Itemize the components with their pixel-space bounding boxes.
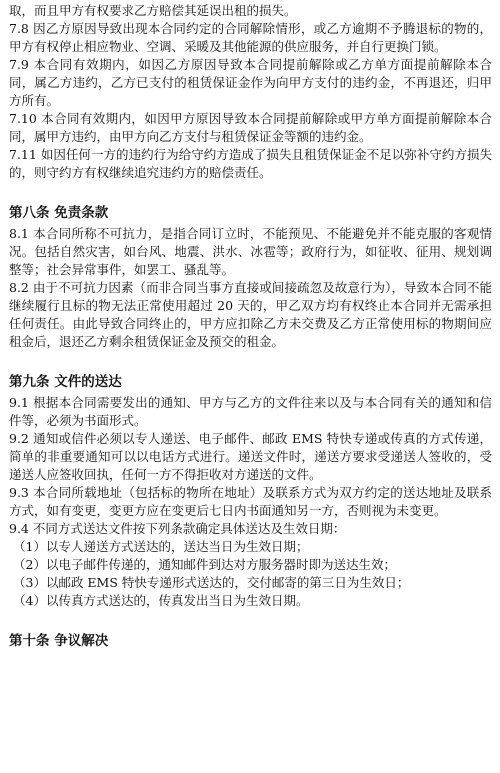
section-7-continued bbox=[9, 2, 492, 182]
section-heading-8: 第八条 免责条款 bbox=[9, 205, 109, 221]
section-8 bbox=[9, 204, 492, 351]
clause-9-1: 9.1 根据本合同需要发出的通知、甲方与乙方的文件往来以及与本合同有关的通知和信件等，必须为书面形式。 bbox=[9, 395, 492, 428]
clause-7-8: 7.8 因乙方原因导致出现本合同约定的合同解除情形，或乙方逾期不予腾退标的物的，甲方有权停止相应物业、空调、采暖及其他能源的供应服务，并自行更换门锁。 bbox=[9, 21, 492, 54]
clause-7-9: 7.9 本合同有效期内，如因乙方原因导致本合同提前解除或乙方单方面提前解除本合同，属乙方违约，乙方已支付的租赁保证金作为向甲方支付的违约金，不再退还，归甲方所有。 bbox=[9, 57, 492, 108]
clause-8-2: 8.2 由于不可抗力因素（而非合同当事方直接或间接疏忽及故意行为），导致本合同不能继续履行且标的物无法正常使用超过 20 天的，甲乙双方均有权终止本合同并无需承担任何责任。由此导致合同终止的，甲方应扣除乙方未交费及乙方正常使用标的物期间应租金后，退还乙方剩余租赁保证金及预交的租金。 bbox=[9, 280, 492, 349]
list-item: （2）以电子邮件传递的，通知邮件到达对方服务器时即为送达生效； bbox=[13, 557, 396, 572]
list-item: （4）以传真方式送达的，传真发出当日为生效日期。 bbox=[13, 593, 309, 608]
section-9 bbox=[9, 373, 492, 610]
section-heading-10: 第十条 争议解决 bbox=[9, 633, 109, 649]
list-item: （3）以邮政 EMS 特快专递形式送达的，交付邮寄的第三日为生效日； bbox=[13, 575, 410, 590]
clause-7-10: 7.10 本合同有效期内，如因甲方原因导致本合同提前解除或甲方单方面提前解除本合同，属甲方违约，由甲方向乙方支付与租赁保证金等额的违约金。 bbox=[9, 111, 492, 144]
spacer bbox=[9, 182, 492, 204]
section-10 bbox=[9, 632, 492, 650]
list-item: （1）以专人递送方式送达的，送达当日为生效日期； bbox=[13, 539, 309, 554]
clause-7-7-tail: 取，而且甲方有权要求乙方赔偿其延误出租的损失。 bbox=[9, 3, 297, 18]
clause-9-3: 9.3 本合同所载地址（包括标的物所在地址）及联系方式为双方约定的送达地址及联系方式，如有变更，变更方应在变更后七日内书面通知另一方，否则视为未变更。 bbox=[9, 485, 492, 518]
clause-9-2: 9.2 通知或信件必须以专人递送、电子邮件、邮政 EMS 特快专递或传真的方式传递，简单的非重要通知可以以电话方式进行。递送文件时，递送方要求受递送人签收的，受递送人应签收回执，任何一方不得拒收对方递送的文件。 bbox=[9, 431, 492, 482]
section-heading-9: 第九条 文件的送达 bbox=[9, 374, 122, 390]
clause-9-4: 9.4 不同方式送达文件按下列条款确定具体送达及生效日期： bbox=[9, 521, 346, 536]
spacer bbox=[9, 610, 492, 632]
spacer bbox=[9, 351, 492, 373]
clause-8-1: 8.1 本合同所称不可抗力，是指合同订立时，不能预见、不能避免并不能克服的客观情况。包括自然灾害，如台风、地震、洪水、冰雹等；政府行为，如征收、征用、规划调整等；社会异常事件，如罢工、骚乱等。 bbox=[9, 226, 492, 277]
clause-7-11: 7.11 如因任何一方的违约行为给守约方造成了损失且租赁保证金不足以弥补守约方损失的，则守约方有权继续追究违约方的赔偿责任。 bbox=[9, 147, 492, 180]
